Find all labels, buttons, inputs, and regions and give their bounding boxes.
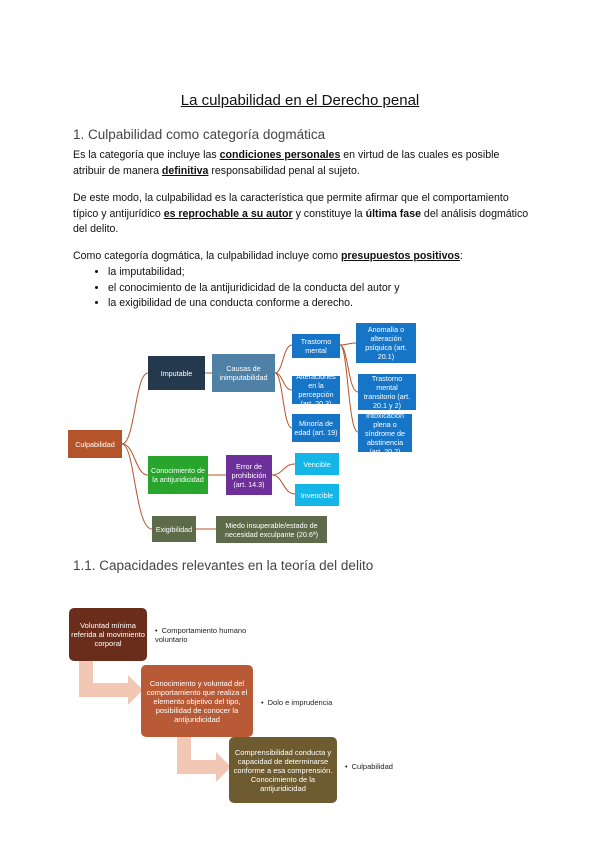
node-trastorno-mental: Trastorno mental — [292, 334, 340, 358]
step-voluntad-minima: Voluntad mínima referida al movimiento corporal — [69, 608, 147, 661]
node-intoxicacion: Intoxicación plena o síndrome de abstinencia (art. 20.2) — [358, 414, 412, 452]
step-conocimiento-note: • Dolo e imprudencia — [261, 698, 361, 707]
node-miedo-insuperable: Miedo insuperable/estado de necesidad exculpante (20.6ª) — [216, 516, 327, 543]
node-imputable: Imputable — [148, 356, 205, 390]
list-item: • el conocimiento de la antijuridicidad de la conducta del autor y — [108, 281, 400, 297]
node-invencible: Invencible — [295, 484, 339, 506]
section-heading-1: 1. Culpabilidad como categoría dogmática — [73, 127, 326, 142]
node-culpabilidad: Culpabilidad — [68, 430, 122, 458]
node-minoria-edad: Minoría de edad (art. 19) — [292, 414, 340, 442]
paragraph-3: Como categoría dogmática, la culpabilidad incluye como presupuestos positivos: — [73, 250, 463, 262]
step-comprensibilidad: Comprensibilidad conducta y capacidad de determinarse conforme a esa comprensión. Conocimiento de la antijuridicidad — [229, 737, 337, 803]
list-item: • la imputabilidad; — [108, 265, 400, 281]
node-error-prohibicion: Error de prohibición (art. 14.3) — [226, 455, 272, 495]
node-conocimiento-antijuridicidad: Conocimiento de la antijuridicidad — [148, 456, 208, 494]
section-heading-1-1: 1.1. Capacidades relevantes en la teoría del delito — [73, 558, 374, 573]
node-alteracion-percepcion: Alteraciones en la percepción (art. 20.3) — [292, 376, 340, 404]
step-comprensibilidad-note: • Culpabilidad — [345, 762, 435, 771]
page-title: La culpabilidad en el Derecho penal — [180, 92, 420, 109]
node-causas-inimputabilidad: Causas de inimputabilidad — [212, 354, 275, 392]
paragraph-1: Es la categoría que incluye las condiciones personales en virtud de las cuales es posible atribuir de manera definitiva responsabilidad penal al sujeto. — [73, 149, 500, 177]
node-trastorno-transitorio: Trastorno mental transitorio (art. 20.1 y 2) — [358, 374, 416, 410]
node-exigibilidad: Exigibilidad — [152, 516, 196, 542]
step-conocimiento-voluntad: Conocimiento y voluntad del comportamiento que realiza el elemento objetivo del tipo, posibilidad de conocer la antijuridicidad — [141, 665, 253, 737]
node-anomalia-psiquica: Anomalía o alteración psíquica (art. 20.1) — [356, 323, 416, 363]
paragraph-2: De este modo, la culpabilidad es la característica que permite afirmar que el comportamiento típico y antijurídico es reprochable a su autor y constituye la última fase del análisis dogmático del delito. — [73, 192, 529, 235]
list-item: • la exigibilidad de una conducta conforme a derecho. — [108, 296, 400, 312]
step-voluntad-note: • Comportamiento humano voluntario — [155, 626, 265, 644]
node-vencible: Vencible — [295, 453, 339, 475]
